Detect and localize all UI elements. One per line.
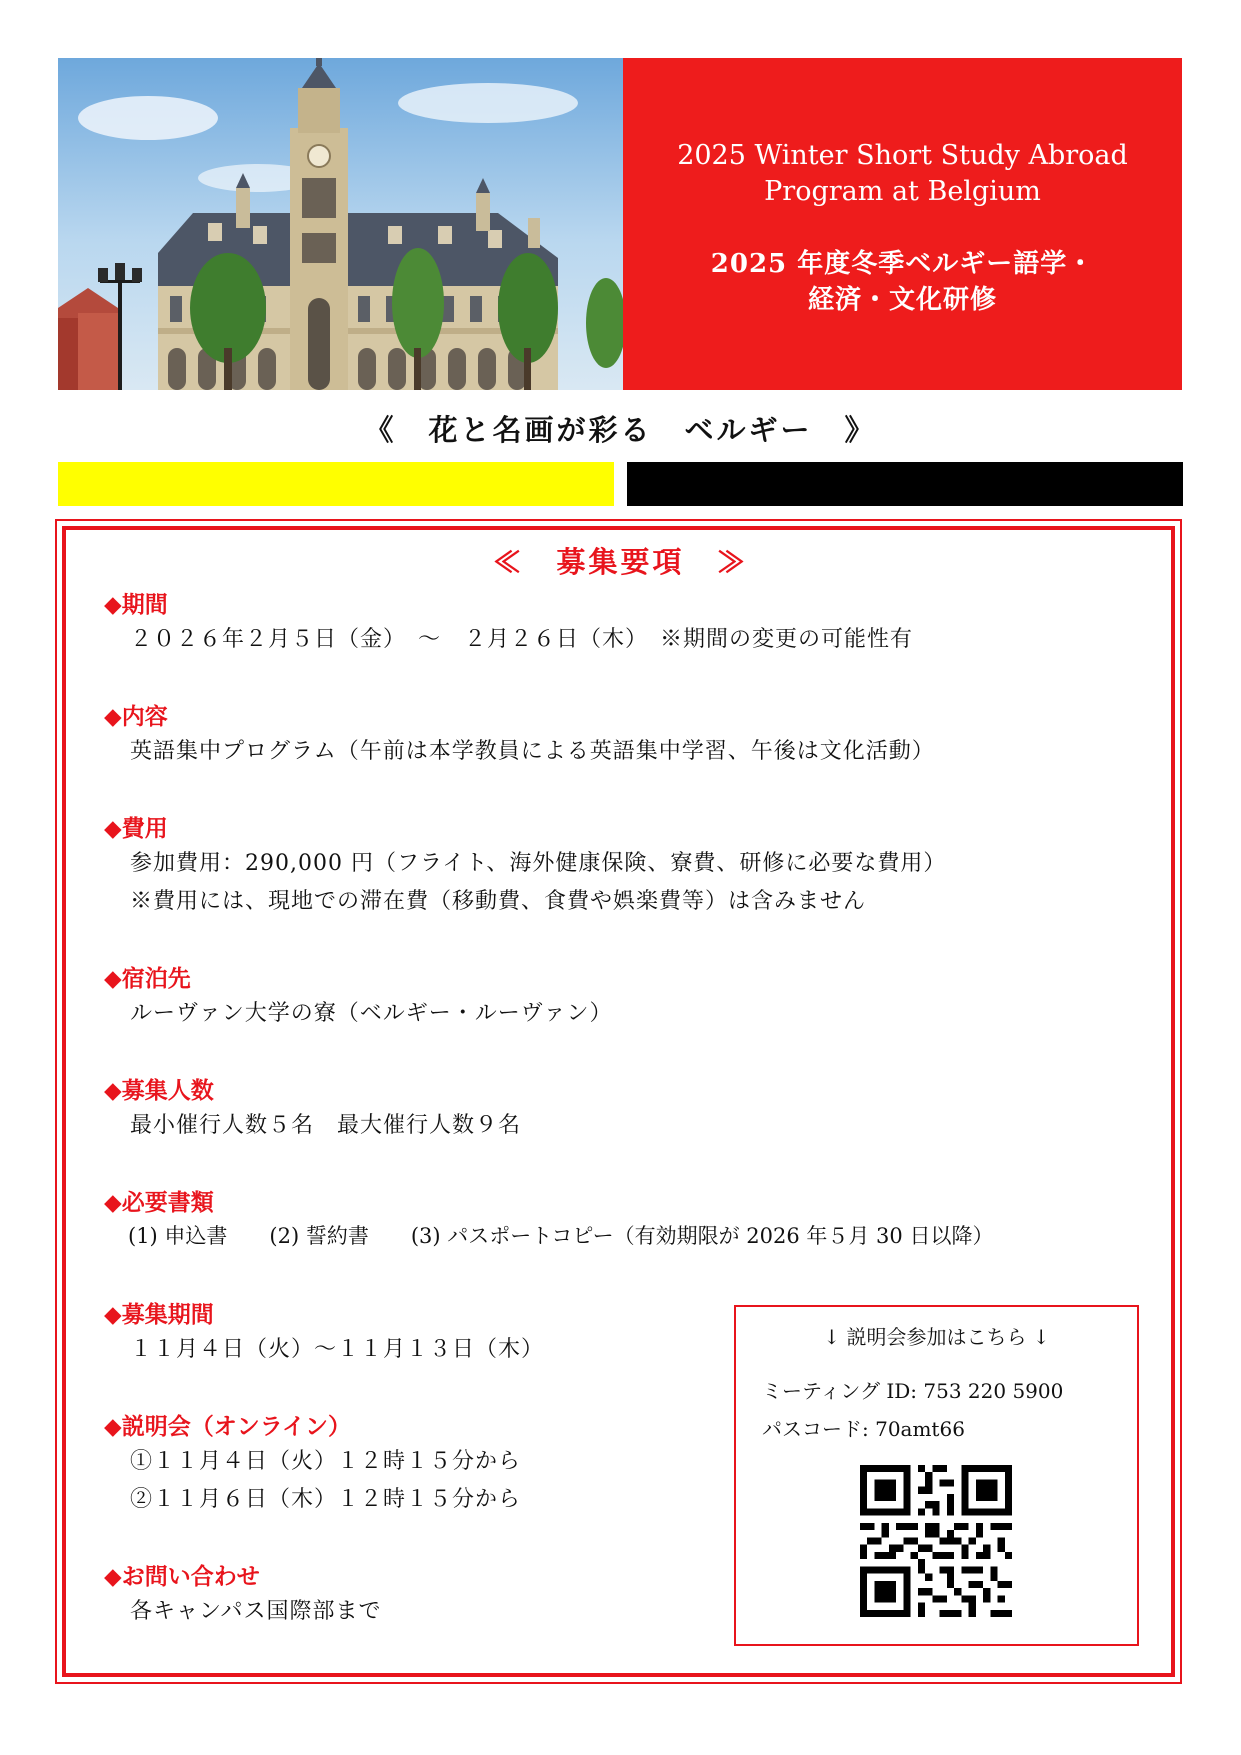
briefing-info-box [734, 1305, 1139, 1646]
flag-stripe-black [627, 462, 1183, 506]
title-en-line-2: Program at Belgium [764, 176, 1041, 207]
cost-line-1: 参加費用：290,000 円（フライト、海外健康保険、寮費、研修に必要な費用） [130, 851, 947, 876]
recruitment-title: ≪ 募集要項 ≫ [492, 545, 749, 579]
content-text: 英語集中プログラム（午前は本学教員による英語集中学習、午後は文化活動） [130, 739, 935, 764]
capacity-text: 最小催行人数５名 最大催行人数９名 [130, 1113, 522, 1138]
contact-text: 各キャンパス国際部まで [130, 1599, 382, 1624]
application-period-text: １１月４日（火）～１１月１３日（木） [130, 1337, 545, 1362]
info-box-heading: ↓ 説明会参加はこちら ↓ [823, 1325, 1050, 1349]
flag-stripe-yellow [58, 462, 614, 506]
heading-accommodation: ◆宿泊先 [104, 965, 191, 992]
heading-application-period: ◆募集期間 [104, 1301, 214, 1328]
cost-line-2: ※費用には、現地での滞在費（移動費、食費や娯楽費等）は含みません [130, 889, 867, 914]
program-title-japanese [623, 246, 1182, 318]
library-photo [58, 58, 623, 390]
meeting-id: ミーティング ID: 753 220 5900 [762, 1379, 1064, 1403]
title-panel [623, 58, 1182, 390]
heading-contact: ◆お問い合わせ [104, 1563, 260, 1590]
heading-cost: ◆費用 [104, 815, 168, 842]
documents-text: (1) 申込書 (2) 誓約書 (3) パスポートコピー（有効期限が 2026 年５月 30 日以降） [128, 1224, 994, 1248]
tagline: 《 花と名画が彩る ベルギー 》 [364, 413, 877, 447]
qr-code-icon[interactable] [860, 1465, 1012, 1617]
heading-period: ◆期間 [104, 591, 168, 618]
heading-capacity: ◆募集人数 [104, 1077, 214, 1104]
title-jp-line-1: 2025 年度冬季ベルギー語学・ [710, 249, 1095, 279]
program-title-english [623, 138, 1182, 210]
heading-documents: ◆必要書類 [104, 1189, 214, 1216]
passcode: パスコード: 70amt66 [762, 1417, 965, 1441]
briefing-line-2: ②１１月６日（木）１２時１５分から [130, 1487, 522, 1512]
heading-briefing: ◆説明会（オンライン） [104, 1413, 351, 1440]
briefing-line-1: ①１１月４日（火）１２時１５分から [130, 1449, 522, 1474]
period-text: ２０２６年２月５日（金） ～ ２月２６日（木） ※期間の変更の可能性有 [130, 627, 914, 652]
accommodation-text: ルーヴァン大学の寮（ベルギー・ルーヴァン） [130, 1001, 613, 1026]
title-en-line-1: 2025 Winter Short Study Abroad [677, 140, 1128, 171]
title-jp-line-2: 経済・文化研修 [807, 285, 997, 315]
heading-content: ◆内容 [104, 703, 168, 730]
